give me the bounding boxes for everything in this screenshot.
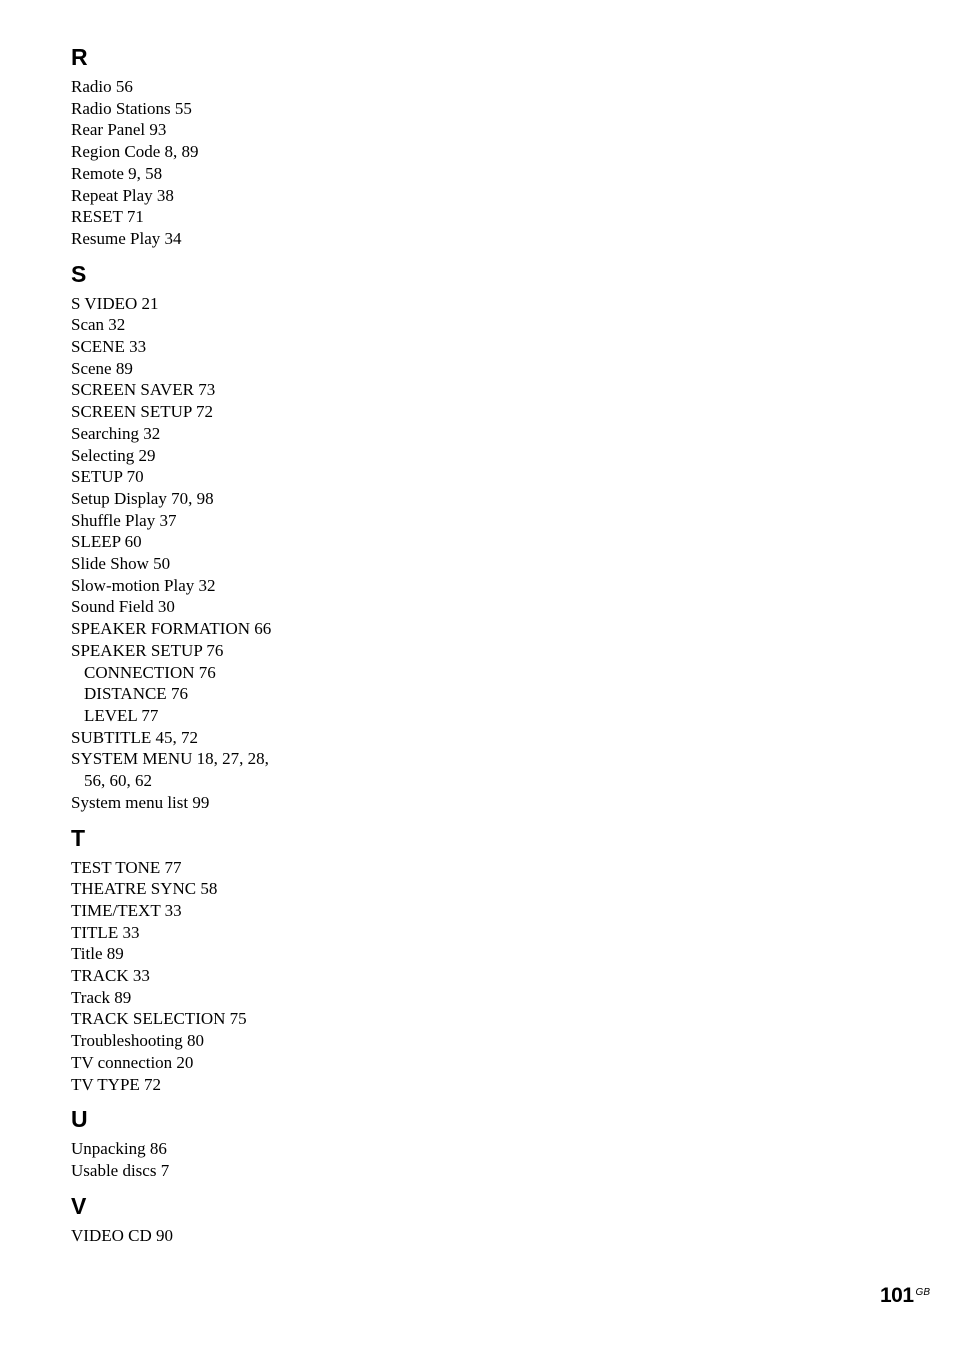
index-entry: SLEEP 60 [71,532,142,552]
index-entry: THEATRE SYNC 58 [71,879,218,899]
index-entry: TIME/TEXT 33 [71,900,182,920]
index-section-u [71,1106,391,1181]
index-entry: VIDEO CD 90 [71,1225,173,1245]
index-entry: SPEAKER FORMATION 66 [71,619,272,639]
section-letter: U [71,1106,88,1133]
index-entry: Title 89 [71,944,124,964]
index-entry: Repeat Play 38 [71,185,174,205]
index-entry: SYSTEM MENU 18, 27, 28, [71,749,269,769]
index-entry: SETUP 70 [71,467,144,487]
index-entry: SCENE 33 [71,337,147,357]
index-entry: TV TYPE 72 [71,1074,162,1094]
index-section-t [71,825,391,1096]
index-entry: Shuffle Play 37 [71,510,177,530]
index-entry: Setup Display 70, 98 [71,488,214,508]
index-entry: S VIDEO 21 [71,293,159,313]
index-entry: Searching 32 [71,423,161,443]
section-letter: S [71,260,87,287]
page-number: 101 [880,1284,914,1307]
index-column [71,44,391,1257]
index-subentry: DISTANCE 76 [84,684,188,704]
index-subentry: LEVEL 77 [84,705,159,725]
index-entry: Radio 56 [71,77,133,96]
index-section-r [71,44,391,250]
index-entry: Scan 32 [71,315,126,335]
index-entry: TV connection 20 [71,1052,194,1072]
index-subentry: 56, 60, 62 [84,771,152,791]
section-letter: V [71,1192,87,1219]
index-entry: SCREEN SAVER 73 [71,380,216,400]
page-language-suffix: GB [915,1287,930,1298]
index-entry: Slow-motion Play 32 [71,575,216,595]
index-entry: Rear Panel 93 [71,120,167,140]
index-entry: Resume Play 34 [71,228,182,248]
index-entry: System menu list 99 [71,792,210,812]
index-section-v [71,1193,391,1247]
index-entry: Track 89 [71,987,132,1007]
index-entry: Slide Show 50 [71,554,171,574]
index-entry: TITLE 33 [71,922,140,942]
index-entry: Region Code 8, 89 [71,142,199,162]
index-entry: TRACK SELECTION 75 [71,1009,247,1029]
index-entry: Selecting 29 [71,445,156,465]
index-entry: Scene 89 [71,358,133,378]
index-entry: SPEAKER SETUP 76 [71,640,224,660]
index-entry: RESET 71 [71,207,144,227]
index-entry: SUBTITLE 45, 72 [71,727,199,747]
index-entry: Usable discs 7 [71,1160,170,1180]
index-subentry: CONNECTION 76 [84,662,216,682]
section-letter: T [71,824,86,851]
index-entry: SCREEN SETUP 72 [71,402,214,422]
index-entry: TEST TONE 77 [71,857,182,877]
index-entry: Unpacking 86 [71,1139,167,1159]
page-footer [880,1284,930,1308]
index-entry: Remote 9, 58 [71,163,163,183]
section-letter: R [71,44,88,70]
index-entry: Sound Field 30 [71,597,175,617]
index-entry: TRACK 33 [71,966,150,986]
index-section-s [71,261,391,814]
index-entry: Troubleshooting 80 [71,1031,205,1051]
index-entry: Radio Stations 55 [71,98,192,118]
